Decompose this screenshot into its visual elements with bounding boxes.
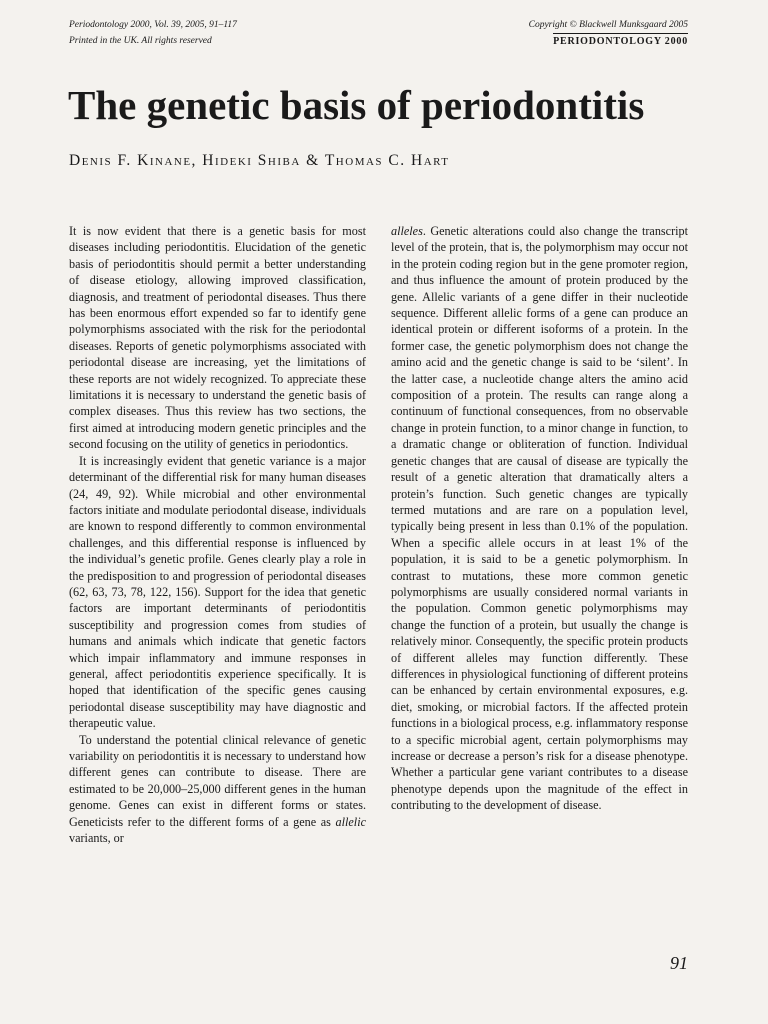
citation-line: Periodontology 2000, Vol. 39, 2005, 91–117 [69, 20, 237, 30]
running-header-left [69, 17, 237, 49]
italic-term-allelic: allelic [335, 814, 366, 829]
running-header-right [529, 17, 688, 50]
paragraph-2: It is increasingly evident that genetic variance is a major determinant of the differential risk for many human diseases (24, 49, 92). While microbial and other environmental factors initiate and modulate periodontal disease, individuals are known to respond differently to common environmental challenges, and this differential response is influenced by the individual’s genetic profile. Genes clearly play a role in the predisposition to and progression of periodontal diseases (62, 63, 73, 78, 122, 156). Support for the idea that genetic factors are important determinants of periodontitis susceptibility and progression comes from studies of humans and animals which indicate that genetic factors which impair inflammatory and immune responses in general, affect periodontitis experience specifically. It is hoped that identification of the specific genes causing periodontal disease susceptibility may have diagnostic and therapeutic value. [69, 453, 366, 731]
paragraph-1: It is now evident that there is a genetic basis for most diseases including periodontitis. Elucidation of the genetic basis of periodontitis should permit a better understanding of disease etiology, allowing improved classification, diagnosis, and treatment of periodontal diseases. Thus there has been enormous effort expended so far to identify gene polymorphisms associated with the risk for the periodontal diseases. Reports of genetic polymorphisms associated with periodontal disease are increasing, yet the limitations of these reports are not widely recognized. To appreciate these limitations it is necessary to understand the genetic basis of complex diseases. Thus this review has two sections, the first aimed at introducing modern genetic principles and the second focusing on the utility of genetics in periodontics. [69, 224, 366, 452]
paragraph-3-text: To understand the potential clinical relevance of genetic variability on periodontitis it is necessary to understand how different genes can contribute to disease. There are estimated to be 20,000–25,000 different genes in the human genome. Genes can exist in different forms or states. Geneticists refer to the different forms of a gene as [69, 732, 366, 829]
copyright-line: Copyright © Blackwell Munksgaard 2005 [528, 20, 688, 30]
page-number: 91 [670, 953, 688, 973]
printed-line: Printed in the UK. All rights reserved [69, 36, 212, 46]
article-title: The genetic basis of periodontitis [68, 82, 645, 128]
paragraph-3-start [69, 732, 366, 847]
paragraph-3-continued [391, 223, 688, 814]
paragraph-3-text-end: . Genetic alterations could also change the transcript level of the protein, that is, the polymorphism may occur not in the protein coding region but in the gene promoter region, and thus influence the amount of protein produced by the gene. Allelic variants of a gene differ in their nucleotide sequence. Different allelic forms of a gene can produce an identical protein or different isoforms of a protein. In the former case, the genetic polymorphism does not change the amino acid and the genetic change is said to be ‘silent’. In the latter case, a nucleotide change alters the amino acid composition of a protein. The results can range along a continuum of functional consequences, from no observable change in protein function, to a minor change in function, to a dramatic change or obliteration of function. Individual genetic changes that are causal of disease are typically the result of a genetic alteration that dramatically alters a protein’s function. Such genetic changes are typically termed mutations and are rare on a population level, typically being present in less than 0.1% of the population. When a specific allele occurs in at least 1% of the population, it is said to be a genetic polymorphism. In contrast to mutations, these more common genetic polymorphisms are usually considered normal variants in the population. Common genetic polymorphisms may change the function of a protein, but usually the change is relatively minor. Consequently, the specific protein products of different alleles may function differently. These differences in physiological functioning of different proteins can be enhanced by certain environmental exposures, e.g. diet, smoking, or microbial factors. If the affected protein functions in a biological process, e.g. inflammatory response to a specific microbial agent, certain polymorphisms may increase or decrease a person’s risk for a disease phenotype. Whether a particular gene variant contributes to a disease phenotype depends upon the magnitude of the effect in contributing to the development of disease. [391, 224, 688, 813]
journal-name: PERIODONTOLOGY 2000 [553, 33, 688, 50]
left-column [69, 223, 366, 846]
right-column [391, 223, 688, 814]
author-list: Denis F. Kinane, Hideki Shiba & Thomas C. Hart [69, 152, 450, 169]
italic-term-alleles: alleles [391, 224, 423, 238]
paragraph-3-text-mid: variants, or [69, 831, 124, 846]
